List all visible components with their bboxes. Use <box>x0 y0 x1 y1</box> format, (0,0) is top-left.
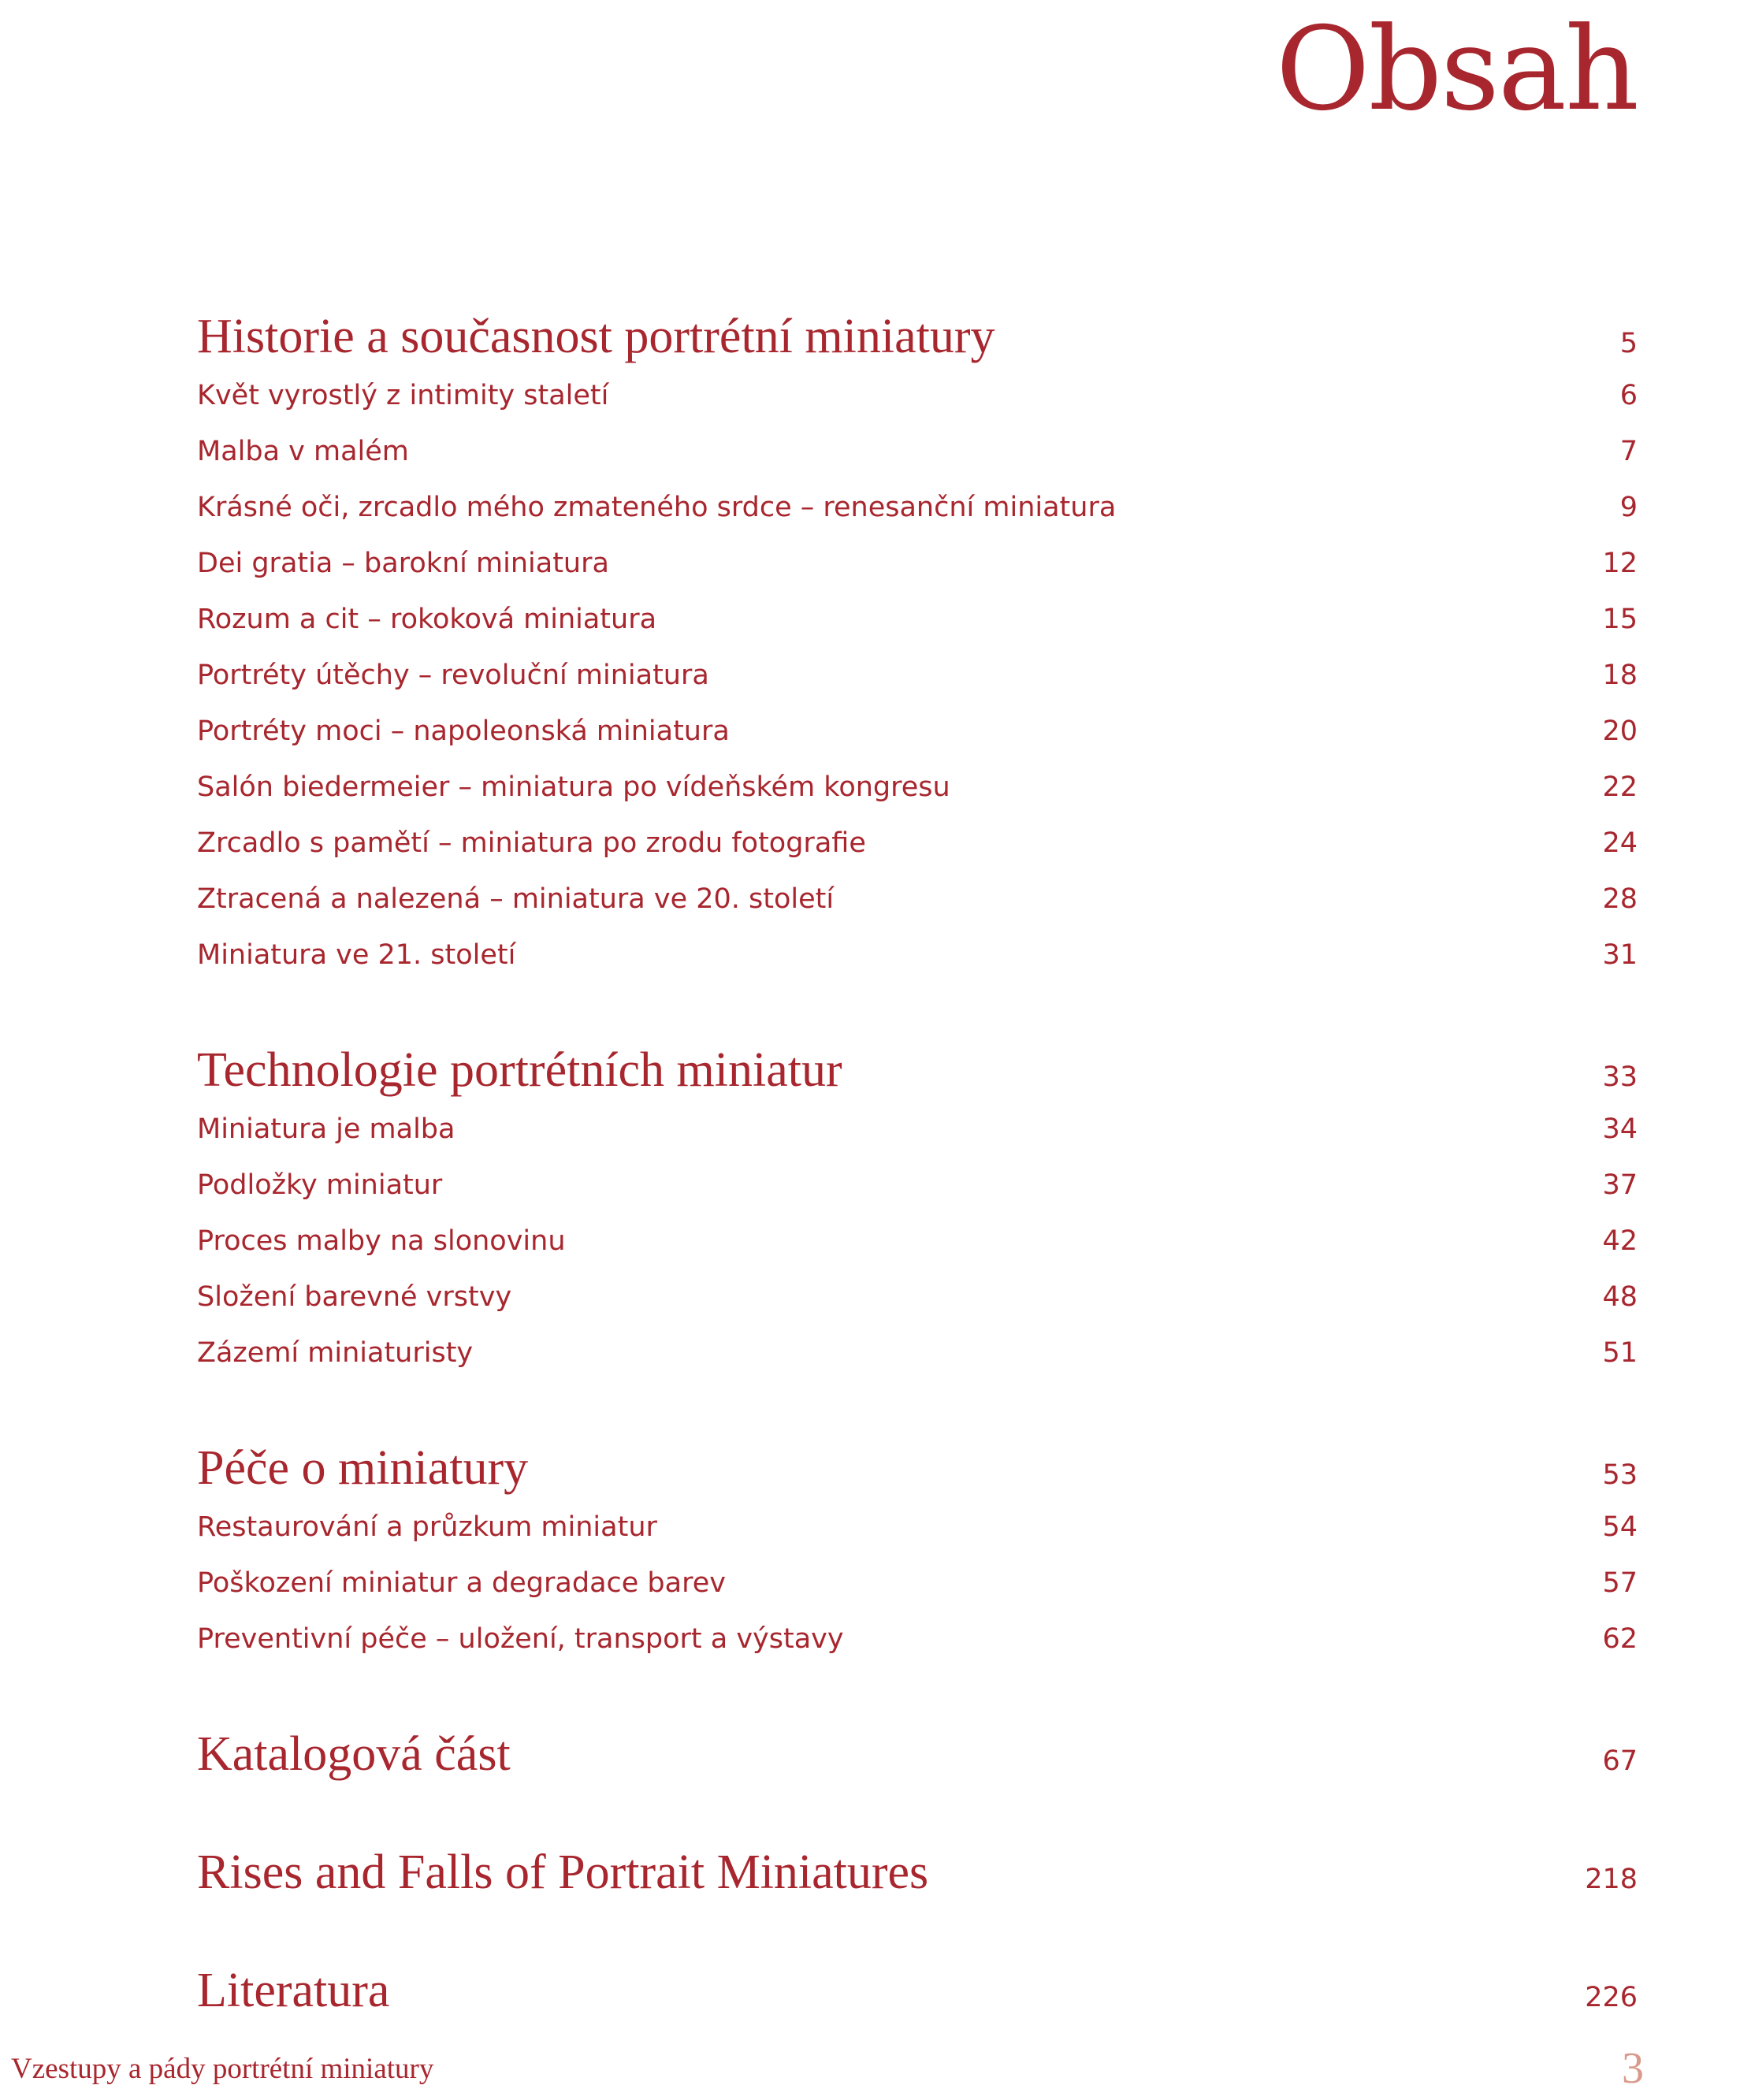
item-page-number: 34 <box>1602 1113 1638 1145</box>
item-page-number: 24 <box>1602 827 1638 859</box>
item-title: Složení barevné vrstvy <box>197 1280 512 1313</box>
item-title: Malba v malém <box>197 435 409 467</box>
toc-item-row[interactable] <box>197 647 1638 703</box>
toc-chapter-row[interactable] <box>197 1960 1638 2021</box>
item-page-number: 22 <box>1602 771 1638 803</box>
toc-section-history <box>197 306 1638 983</box>
toc-section-technology <box>197 1039 1638 1381</box>
toc-item-row[interactable] <box>197 927 1638 983</box>
item-page-number: 18 <box>1602 659 1638 691</box>
toc-chapter-row[interactable] <box>197 1039 1638 1101</box>
item-page-number: 6 <box>1619 379 1638 411</box>
toc-item-row[interactable] <box>197 871 1638 927</box>
table-of-contents <box>197 306 1638 2021</box>
toc-item-row[interactable] <box>197 815 1638 871</box>
item-page-number: 28 <box>1602 883 1638 915</box>
item-page-number: 54 <box>1602 1511 1638 1543</box>
toc-chapter-row[interactable] <box>197 1723 1638 1785</box>
chapter-page-number: 53 <box>1602 1459 1638 1491</box>
toc-item-row[interactable] <box>197 703 1638 759</box>
item-page-number: 7 <box>1619 435 1638 467</box>
chapter-page-number: 33 <box>1602 1061 1638 1093</box>
item-title: Ztracená a nalezená – miniatura ve 20. století <box>197 883 835 915</box>
toc-section-literature <box>197 1960 1638 2021</box>
toc-item-row[interactable] <box>197 591 1638 647</box>
toc-item-row[interactable] <box>197 1157 1638 1213</box>
toc-item-row[interactable] <box>197 759 1638 815</box>
item-title: Miniatura ve 21. století <box>197 938 516 971</box>
page-title: Obsah <box>1275 2 1638 136</box>
chapter-title: Historie a současnost portrétní miniatury <box>197 309 995 363</box>
toc-item-row[interactable] <box>197 1555 1638 1611</box>
item-page-number: 57 <box>1602 1567 1638 1599</box>
item-page-number: 51 <box>1602 1336 1638 1369</box>
item-title: Portréty útěchy – revoluční miniatura <box>197 659 709 691</box>
item-title: Poškození miniatur a degradace barev <box>197 1567 726 1599</box>
item-page-number: 62 <box>1602 1622 1638 1655</box>
chapter-title: Literatura <box>197 1963 390 2017</box>
item-title: Rozum a cit – rokoková miniatura <box>197 603 657 635</box>
chapter-title: Katalogová část <box>197 1726 511 1781</box>
toc-section-english-summary <box>197 1842 1638 1903</box>
footer-page-number: 3 <box>1622 2044 1644 2093</box>
chapter-page-number: 67 <box>1602 1745 1638 1777</box>
chapter-page-number: 226 <box>1585 1982 1638 2013</box>
toc-item-row[interactable] <box>197 367 1638 423</box>
chapter-page-number: 218 <box>1585 1864 1638 1895</box>
item-page-number: 15 <box>1602 603 1638 635</box>
toc-section-care <box>197 1437 1638 1667</box>
item-title: Zázemí miniaturisty <box>197 1336 474 1369</box>
item-title: Podložky miniatur <box>197 1169 443 1201</box>
toc-chapter-row[interactable] <box>197 1842 1638 1903</box>
toc-chapter-row[interactable] <box>197 306 1638 367</box>
toc-item-row[interactable] <box>197 1269 1638 1325</box>
toc-item-row[interactable] <box>197 1213 1638 1269</box>
toc-item-row[interactable] <box>197 423 1638 479</box>
toc-item-row[interactable] <box>197 1499 1638 1555</box>
item-title: Proces malby na slonovinu <box>197 1225 566 1257</box>
item-page-number: 20 <box>1602 715 1638 747</box>
item-title: Salón biedermeier – miniatura po vídeňském kongresu <box>197 771 950 803</box>
item-title: Preventivní péče – uložení, transport a výstavy <box>197 1622 844 1655</box>
toc-item-row[interactable] <box>197 535 1638 591</box>
item-page-number: 31 <box>1602 938 1638 971</box>
item-title: Miniatura je malba <box>197 1113 455 1145</box>
toc-item-row[interactable] <box>197 1325 1638 1381</box>
item-page-number: 9 <box>1619 491 1638 523</box>
item-page-number: 12 <box>1602 547 1638 579</box>
item-title: Portréty moci – napoleonská miniatura <box>197 715 730 747</box>
item-title: Dei gratia – barokní miniatura <box>197 547 609 579</box>
item-title: Restaurování a průzkum miniatur <box>197 1511 657 1543</box>
toc-item-row[interactable] <box>197 1101 1638 1157</box>
item-page-number: 37 <box>1602 1169 1638 1201</box>
toc-section-catalog <box>197 1723 1638 1785</box>
item-page-number: 42 <box>1602 1225 1638 1257</box>
chapter-title: Technologie portrétních miniatur <box>197 1043 842 1097</box>
item-title: Zrcadlo s pamětí – miniatura po zrodu fotografie <box>197 827 866 859</box>
chapter-title: Rises and Falls of Portrait Miniatures <box>197 1845 929 1899</box>
item-title: Krásné oči, zrcadlo mého zmateného srdce – renesanční miniatura <box>197 491 1117 523</box>
toc-item-row[interactable] <box>197 479 1638 535</box>
toc-item-row[interactable] <box>197 1611 1638 1667</box>
item-title: Květ vyrostlý z intimity staletí <box>197 379 609 411</box>
chapter-page-number: 5 <box>1619 328 1638 359</box>
footer-book-title: Vzestupy a pády portrétní miniatury <box>11 2053 434 2085</box>
toc-chapter-row[interactable] <box>197 1437 1638 1499</box>
item-page-number: 48 <box>1602 1280 1638 1313</box>
chapter-title: Péče o miniatury <box>197 1440 529 1495</box>
